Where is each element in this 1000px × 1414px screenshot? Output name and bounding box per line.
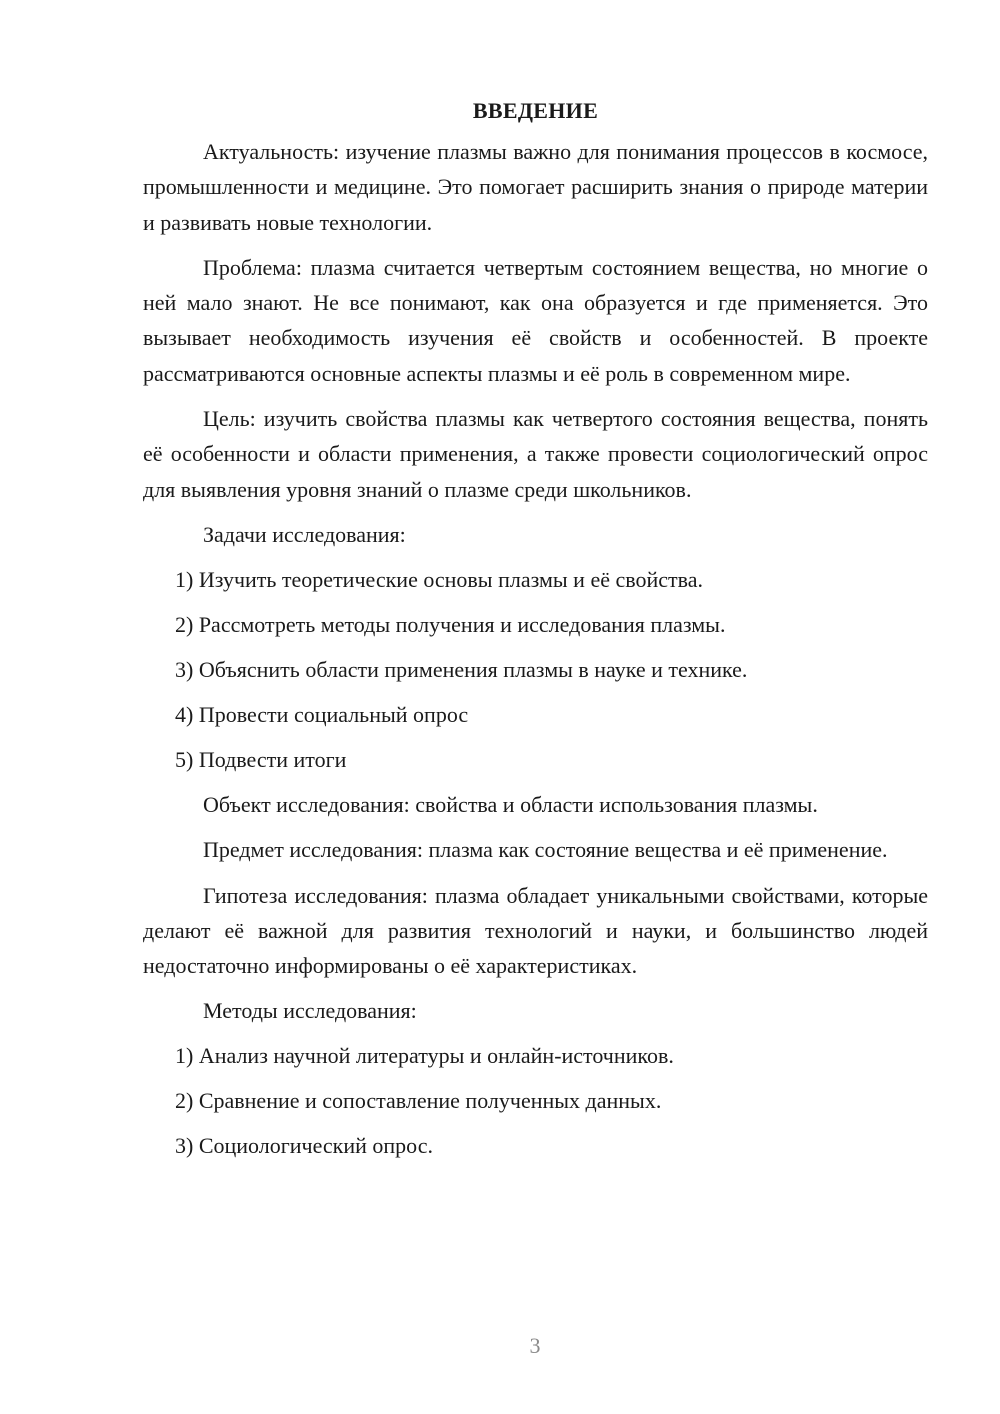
document-page <box>143 93 928 1173</box>
object-paragraph: Объект исследования: свойства и области использования плазмы. <box>203 791 818 817</box>
methods-heading: Методы исследования: <box>203 998 417 1024</box>
task-item: 2) Рассмотреть методы получения и исследования плазмы. <box>175 611 726 637</box>
method-item: 1) Анализ научной литературы и онлайн-источников. <box>175 1043 674 1069</box>
page-number: 3 <box>529 1333 541 1358</box>
section-title: ВВЕДЕНИЕ <box>472 98 599 123</box>
goal-paragraph: Цель: изучить свойства плазмы как четвертого состояния вещества, понять её особенности и области применения, а также провести социологический опрос для выявления уровня знаний о плазме среди школьников. <box>143 406 928 502</box>
tasks-heading: Задачи исследования: <box>203 521 406 547</box>
problem-paragraph: Проблема: плазма считается четвертым состоянием вещества, но многие о ней мало знают. Не все понимают, как она образуется и где применяется. Это вызывает необходимость изучения её свойств и особенностей. В проекте рассматриваются основные аспекты плазмы и её роль в современном мире. <box>143 254 928 386</box>
method-item: 3) Социологический опрос. <box>175 1133 433 1159</box>
subject-paragraph: Предмет исследования: плазма как состояние вещества и её применение. <box>203 837 888 863</box>
task-item: 4) Провести социальный опрос <box>175 701 469 727</box>
task-item: 5) Подвести итоги <box>175 746 347 772</box>
task-item: 3) Объяснить области применения плазмы в науке и технике. <box>175 656 748 682</box>
method-item: 2) Сравнение и сопоставление полученных данных. <box>175 1088 662 1114</box>
task-item: 1) Изучить теоретические основы плазмы и её свойства. <box>175 566 703 592</box>
relevance-paragraph: Актуальность: изучение плазмы важно для понимания процессов в космосе, промышленности и медицине. Это помогает расширить знания о природе материи и развивать новые технологии. <box>143 139 928 235</box>
hypothesis-paragraph: Гипотеза исследования: плазма обладает уникальными свойствами, которые делают её важной для развития технологий и науки, и большинство людей недостаточно информированы о её характеристиках. <box>143 882 928 979</box>
